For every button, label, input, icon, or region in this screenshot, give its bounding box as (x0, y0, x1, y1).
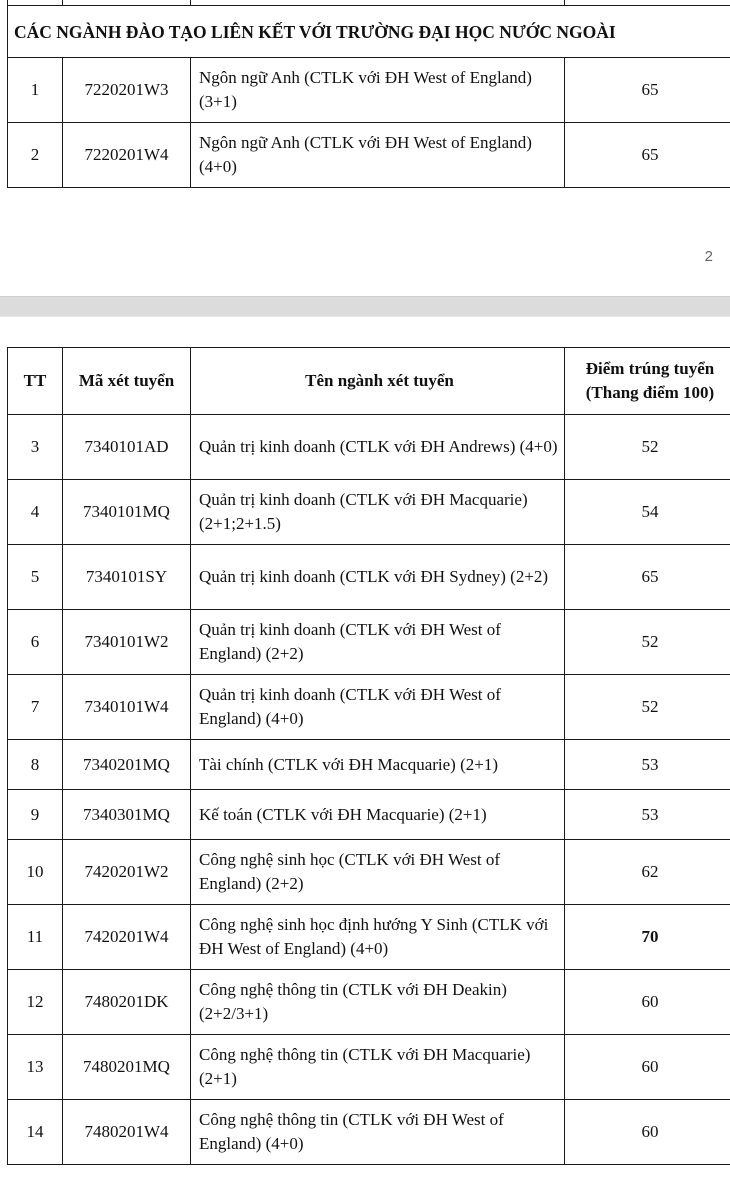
row-number: 11 (8, 905, 63, 970)
table-row (8, 1035, 730, 1100)
program-code: 7340101W4 (63, 675, 191, 740)
program-code: 7340101AD (63, 415, 191, 480)
program-code: 7220201W3 (63, 58, 191, 123)
admission-score: 65 (565, 545, 730, 610)
admission-score: 53 (565, 790, 730, 840)
admission-score: 60 (565, 1035, 730, 1100)
program-code: 7480201W4 (63, 1100, 191, 1165)
program-name: Kế toán (CTLK với ĐH Macquarie) (2+1) (191, 790, 565, 840)
program-name: Công nghệ thông tin (CTLK với ĐH Deakin) (2+2/3+1) (191, 970, 565, 1035)
row-number: 12 (8, 970, 63, 1035)
table-row (8, 545, 730, 610)
program-name: Công nghệ sinh học (CTLK với ĐH West of England) (2+2) (191, 840, 565, 905)
row-number: 2 (8, 123, 63, 188)
table-row (8, 740, 730, 790)
row-number: 13 (8, 1035, 63, 1100)
table-row (8, 123, 730, 188)
page-break-separator (0, 296, 730, 317)
section-header-row (8, 6, 730, 58)
table-row (8, 610, 730, 675)
program-code: 7340201MQ (63, 740, 191, 790)
row-number: 14 (8, 1100, 63, 1165)
table-row (8, 58, 730, 123)
program-name: Quản trị kinh doanh (CTLK với ĐH West of England) (2+2) (191, 610, 565, 675)
program-name: Ngôn ngữ Anh (CTLK với ĐH West of England) (4+0) (191, 123, 565, 188)
program-code: 7480201MQ (63, 1035, 191, 1100)
admission-score: 60 (565, 1100, 730, 1165)
program-name: Ngôn ngữ Anh (CTLK với ĐH West of England) (3+1) (191, 58, 565, 123)
program-name: Quản trị kinh doanh (CTLK với ĐH West of England) (4+0) (191, 675, 565, 740)
admission-score: 65 (565, 58, 730, 123)
row-number: 1 (8, 58, 63, 123)
row-number: 8 (8, 740, 63, 790)
program-code: 7420201W4 (63, 905, 191, 970)
table-row (8, 480, 730, 545)
row-number: 10 (8, 840, 63, 905)
table-row (8, 415, 730, 480)
row-number: 6 (8, 610, 63, 675)
program-code: 7340101SY (63, 545, 191, 610)
program-code: 7340101W2 (63, 610, 191, 675)
table-row (8, 970, 730, 1035)
admission-score: 70 (565, 905, 730, 970)
program-name: Công nghệ sinh học định hướng Y Sinh (CTLK với ĐH West of England) (4+0) (191, 905, 565, 970)
table-row (8, 675, 730, 740)
program-name: Tài chính (CTLK với ĐH Macquarie) (2+1) (191, 740, 565, 790)
admission-table-page-2 (7, 347, 730, 1165)
table-row (8, 840, 730, 905)
table-row (8, 905, 730, 970)
header-code: Mã xét tuyển (63, 348, 191, 415)
program-code: 7480201DK (63, 970, 191, 1035)
program-code: 7420201W2 (63, 840, 191, 905)
admission-score: 65 (565, 123, 730, 188)
table-header-row (8, 348, 730, 415)
program-code: 7340101MQ (63, 480, 191, 545)
admission-table-page-1 (7, 0, 730, 188)
program-name: Quản trị kinh doanh (CTLK với ĐH Sydney) (2+2) (191, 545, 565, 610)
page-number: 2 (704, 248, 713, 265)
admission-score: 52 (565, 415, 730, 480)
row-number: 4 (8, 480, 63, 545)
admission-score: 54 (565, 480, 730, 545)
header-score: Điểm trúng tuyển (Thang điểm 100) (565, 348, 730, 415)
program-name: Quản trị kinh doanh (CTLK với ĐH Macquarie) (2+1;2+1.5) (191, 480, 565, 545)
table-row (8, 790, 730, 840)
row-number: 9 (8, 790, 63, 840)
program-code: 7340301MQ (63, 790, 191, 840)
row-number: 7 (8, 675, 63, 740)
row-number: 5 (8, 545, 63, 610)
header-tt: TT (8, 348, 63, 415)
table-row (8, 1100, 730, 1165)
row-number: 3 (8, 415, 63, 480)
program-name: Quản trị kinh doanh (CTLK với ĐH Andrews) (4+0) (191, 415, 565, 480)
admission-score: 53 (565, 740, 730, 790)
program-code: 7220201W4 (63, 123, 191, 188)
header-name: Tên ngành xét tuyển (191, 348, 565, 415)
section-title: CÁC NGÀNH ĐÀO TẠO LIÊN KẾT VỚI TRƯỜNG ĐẠI HỌC NƯỚC NGOÀI (8, 6, 730, 58)
program-name: Công nghệ thông tin (CTLK với ĐH Macquarie) (2+1) (191, 1035, 565, 1100)
admission-score: 52 (565, 675, 730, 740)
admission-score: 52 (565, 610, 730, 675)
admission-score: 60 (565, 970, 730, 1035)
admission-score: 62 (565, 840, 730, 905)
program-name: Công nghệ thông tin (CTLK với ĐH West of England) (4+0) (191, 1100, 565, 1165)
